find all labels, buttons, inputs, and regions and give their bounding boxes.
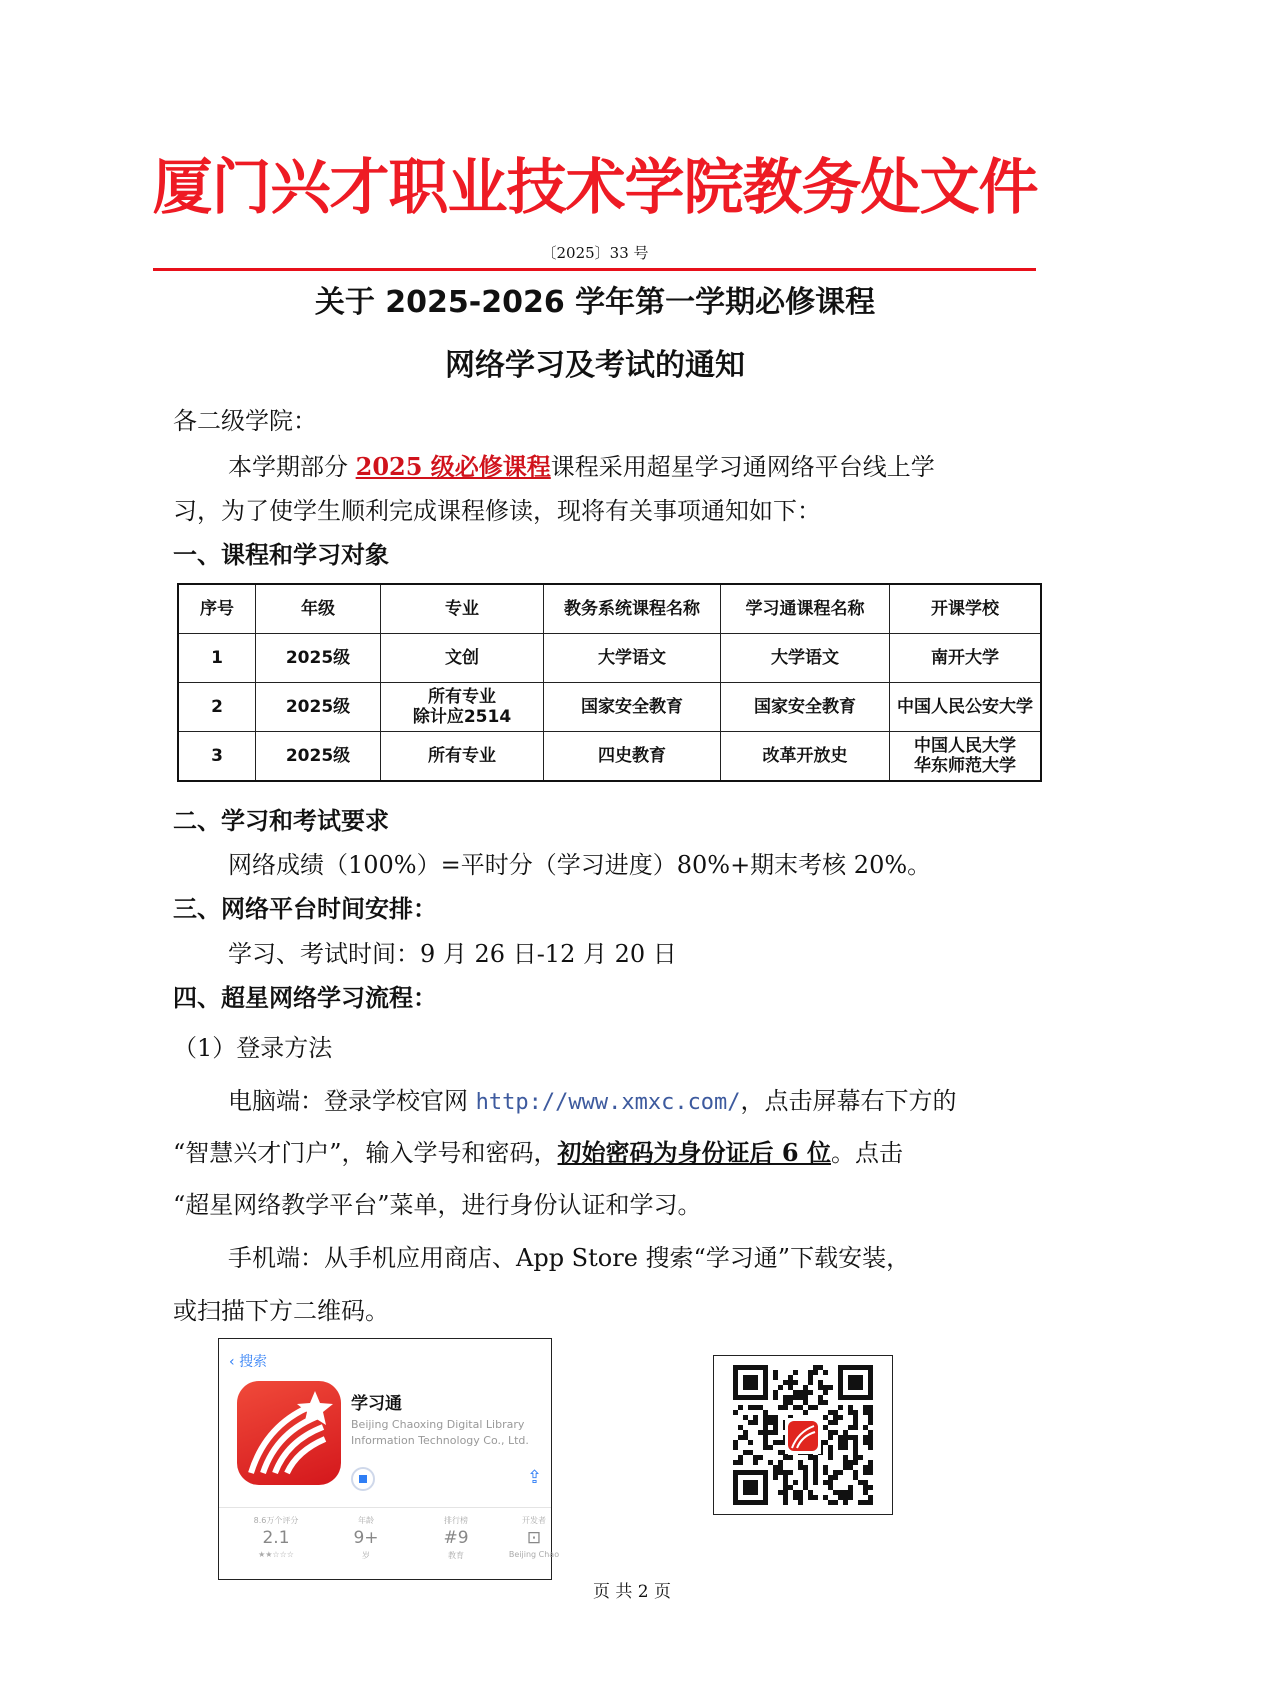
pc-suffix: ，点击屏幕右下方的 [740, 1087, 957, 1115]
cell-sys-course: 大学语文 [544, 634, 721, 683]
intro-highlight: 2025 级必修课程 [355, 452, 551, 481]
app-developer [351, 1417, 551, 1449]
stat-age [331, 1515, 401, 1561]
school-website-link[interactable]: http://www.xmxc.com/ [475, 1090, 741, 1115]
col-header: 开课学校 [890, 584, 1042, 634]
pc-instructions-line3: “超星网络教学平台”菜单，进行身份认证和学习。 [173, 1191, 702, 1219]
stat-label: 年龄 [358, 1516, 374, 1525]
app-name: 学习通 [351, 1394, 402, 1414]
cell-major-line2: 除计应2514 [412, 707, 512, 727]
table-row [178, 732, 1041, 782]
back-label: 搜索 [239, 1354, 268, 1370]
col-header: 序号 [178, 584, 256, 634]
stat-sub: ★★☆☆☆ [258, 1550, 294, 1559]
developer-line2: Information Technology Co., Ltd. [351, 1434, 529, 1447]
app-store-screenshot [218, 1338, 560, 1580]
qr-code-icon [714, 1356, 892, 1514]
mobile-instructions-line1: 手机端：从手机应用商店、App Store 搜索“学习通”下载安装， [228, 1244, 911, 1272]
course-table [177, 583, 1042, 782]
cell-no: 3 [178, 732, 256, 782]
stat-sub: 教育 [448, 1551, 464, 1560]
stats-divider [219, 1507, 551, 1508]
download-progress-icon[interactable] [351, 1467, 375, 1491]
table-row [178, 683, 1041, 732]
cell-xxt-course: 改革开放史 [721, 732, 890, 782]
cell-school-line1: 中国人民大学 [914, 736, 1016, 756]
cell-sys-course: 四史教育 [544, 732, 721, 782]
cell-no: 1 [178, 634, 256, 683]
section1-heading: 一、课程和学习对象 [173, 541, 389, 569]
cell-no: 2 [178, 683, 256, 732]
section2-heading: 二、学习和考试要求 [173, 807, 389, 835]
cell-grade: 2025级 [256, 683, 381, 732]
salutation: 各二级学院： [173, 407, 317, 435]
developer-line1: Beijing Chaoxing Digital Library [351, 1418, 525, 1431]
pc-instructions-line1 [228, 1084, 1098, 1120]
pc-instructions-line2 [173, 1136, 1043, 1170]
stat-label: 排行榜 [444, 1516, 468, 1525]
password-note: 初始密码为身份证后 6 位 [557, 1138, 831, 1167]
stat-chart [421, 1515, 491, 1561]
stat-rating [241, 1515, 311, 1559]
cell-school-line2: 华东师范大学 [914, 756, 1016, 776]
intro-line2: 习，为了使学生顺利完成课程修读，现将有关事项通知如下： [173, 497, 821, 525]
stat-sub: Beijing Chao [508, 1550, 560, 1559]
intro-paragraph [228, 450, 1098, 484]
col-header: 学习通课程名称 [721, 584, 890, 634]
col-header: 教务系统课程名称 [544, 584, 721, 634]
pc-line2-suffix: 。点击 [830, 1139, 903, 1167]
red-divider [153, 268, 1036, 271]
pc-line2-prefix: “智慧兴才门户”，输入学号和密码， [173, 1139, 558, 1167]
page-footer: 页 共 2 页 [592, 1582, 672, 1602]
col-header: 年级 [256, 584, 381, 634]
col-header: 专业 [381, 584, 544, 634]
mobile-instructions-line2: 或扫描下方二维码。 [173, 1297, 389, 1325]
pc-prefix: 电脑端：登录学校官网 [228, 1087, 476, 1115]
cell-major-line1: 所有专业 [428, 687, 496, 707]
cell-xxt-course: 国家安全教育 [721, 683, 890, 732]
section3-text: 学习、考试时间：9 月 26 日-12 月 20 日 [228, 940, 677, 968]
stat-label: 开发者 [522, 1516, 546, 1525]
stat-sub: 岁 [362, 1551, 370, 1560]
table-header-row [178, 584, 1041, 634]
intro-part2: 课程采用超星学习通网络平台线上学 [550, 453, 935, 481]
table-row [178, 634, 1041, 683]
share-icon[interactable]: ⇪ [527, 1467, 543, 1488]
qr-code-box [713, 1355, 893, 1515]
back-search-button[interactable]: ‹ 搜索 [229, 1354, 268, 1370]
stat-value: #9 [443, 1528, 469, 1548]
developer-person-icon: ⊡ [526, 1528, 542, 1548]
login-method-subheading: （1）登录方法 [173, 1034, 333, 1062]
stat-label: 8.6万个评分 [253, 1516, 299, 1525]
cell-major [381, 683, 544, 732]
cell-grade: 2025级 [256, 732, 381, 782]
cell-grade: 2025级 [256, 634, 381, 683]
document-number: 〔2025〕33 号 [541, 244, 649, 262]
cell-xxt-course: 大学语文 [721, 634, 890, 683]
section2-text: 网络成绩（100%）=平时分（学习进度）80%+期末考核 20%。 [228, 851, 932, 879]
cell-school: 南开大学 [890, 634, 1042, 683]
stat-value: 2.1 [262, 1528, 290, 1548]
notice-title-line1: 关于 2025-2026 学年第一学期必修课程 [314, 285, 876, 320]
cell-major: 所有专业 [381, 732, 544, 782]
cell-school: 中国人民公安大学 [890, 683, 1042, 732]
stat-value: 9+ [353, 1528, 379, 1548]
intro-part1: 本学期部分 [228, 453, 356, 481]
section4-heading: 四、超星网络学习流程： [173, 984, 437, 1012]
stat-developer [499, 1515, 569, 1559]
section3-heading: 三、网络平台时间安排： [173, 895, 437, 923]
cell-major: 文创 [381, 634, 544, 683]
notice-title-line2: 网络学习及考试的通知 [445, 348, 745, 383]
xuexitong-app-icon [237, 1381, 341, 1485]
cell-sys-course: 国家安全教育 [544, 683, 721, 732]
cell-school [890, 732, 1042, 782]
masthead-title: 厦门兴才职业技术学院教务处文件 [152, 153, 1038, 223]
